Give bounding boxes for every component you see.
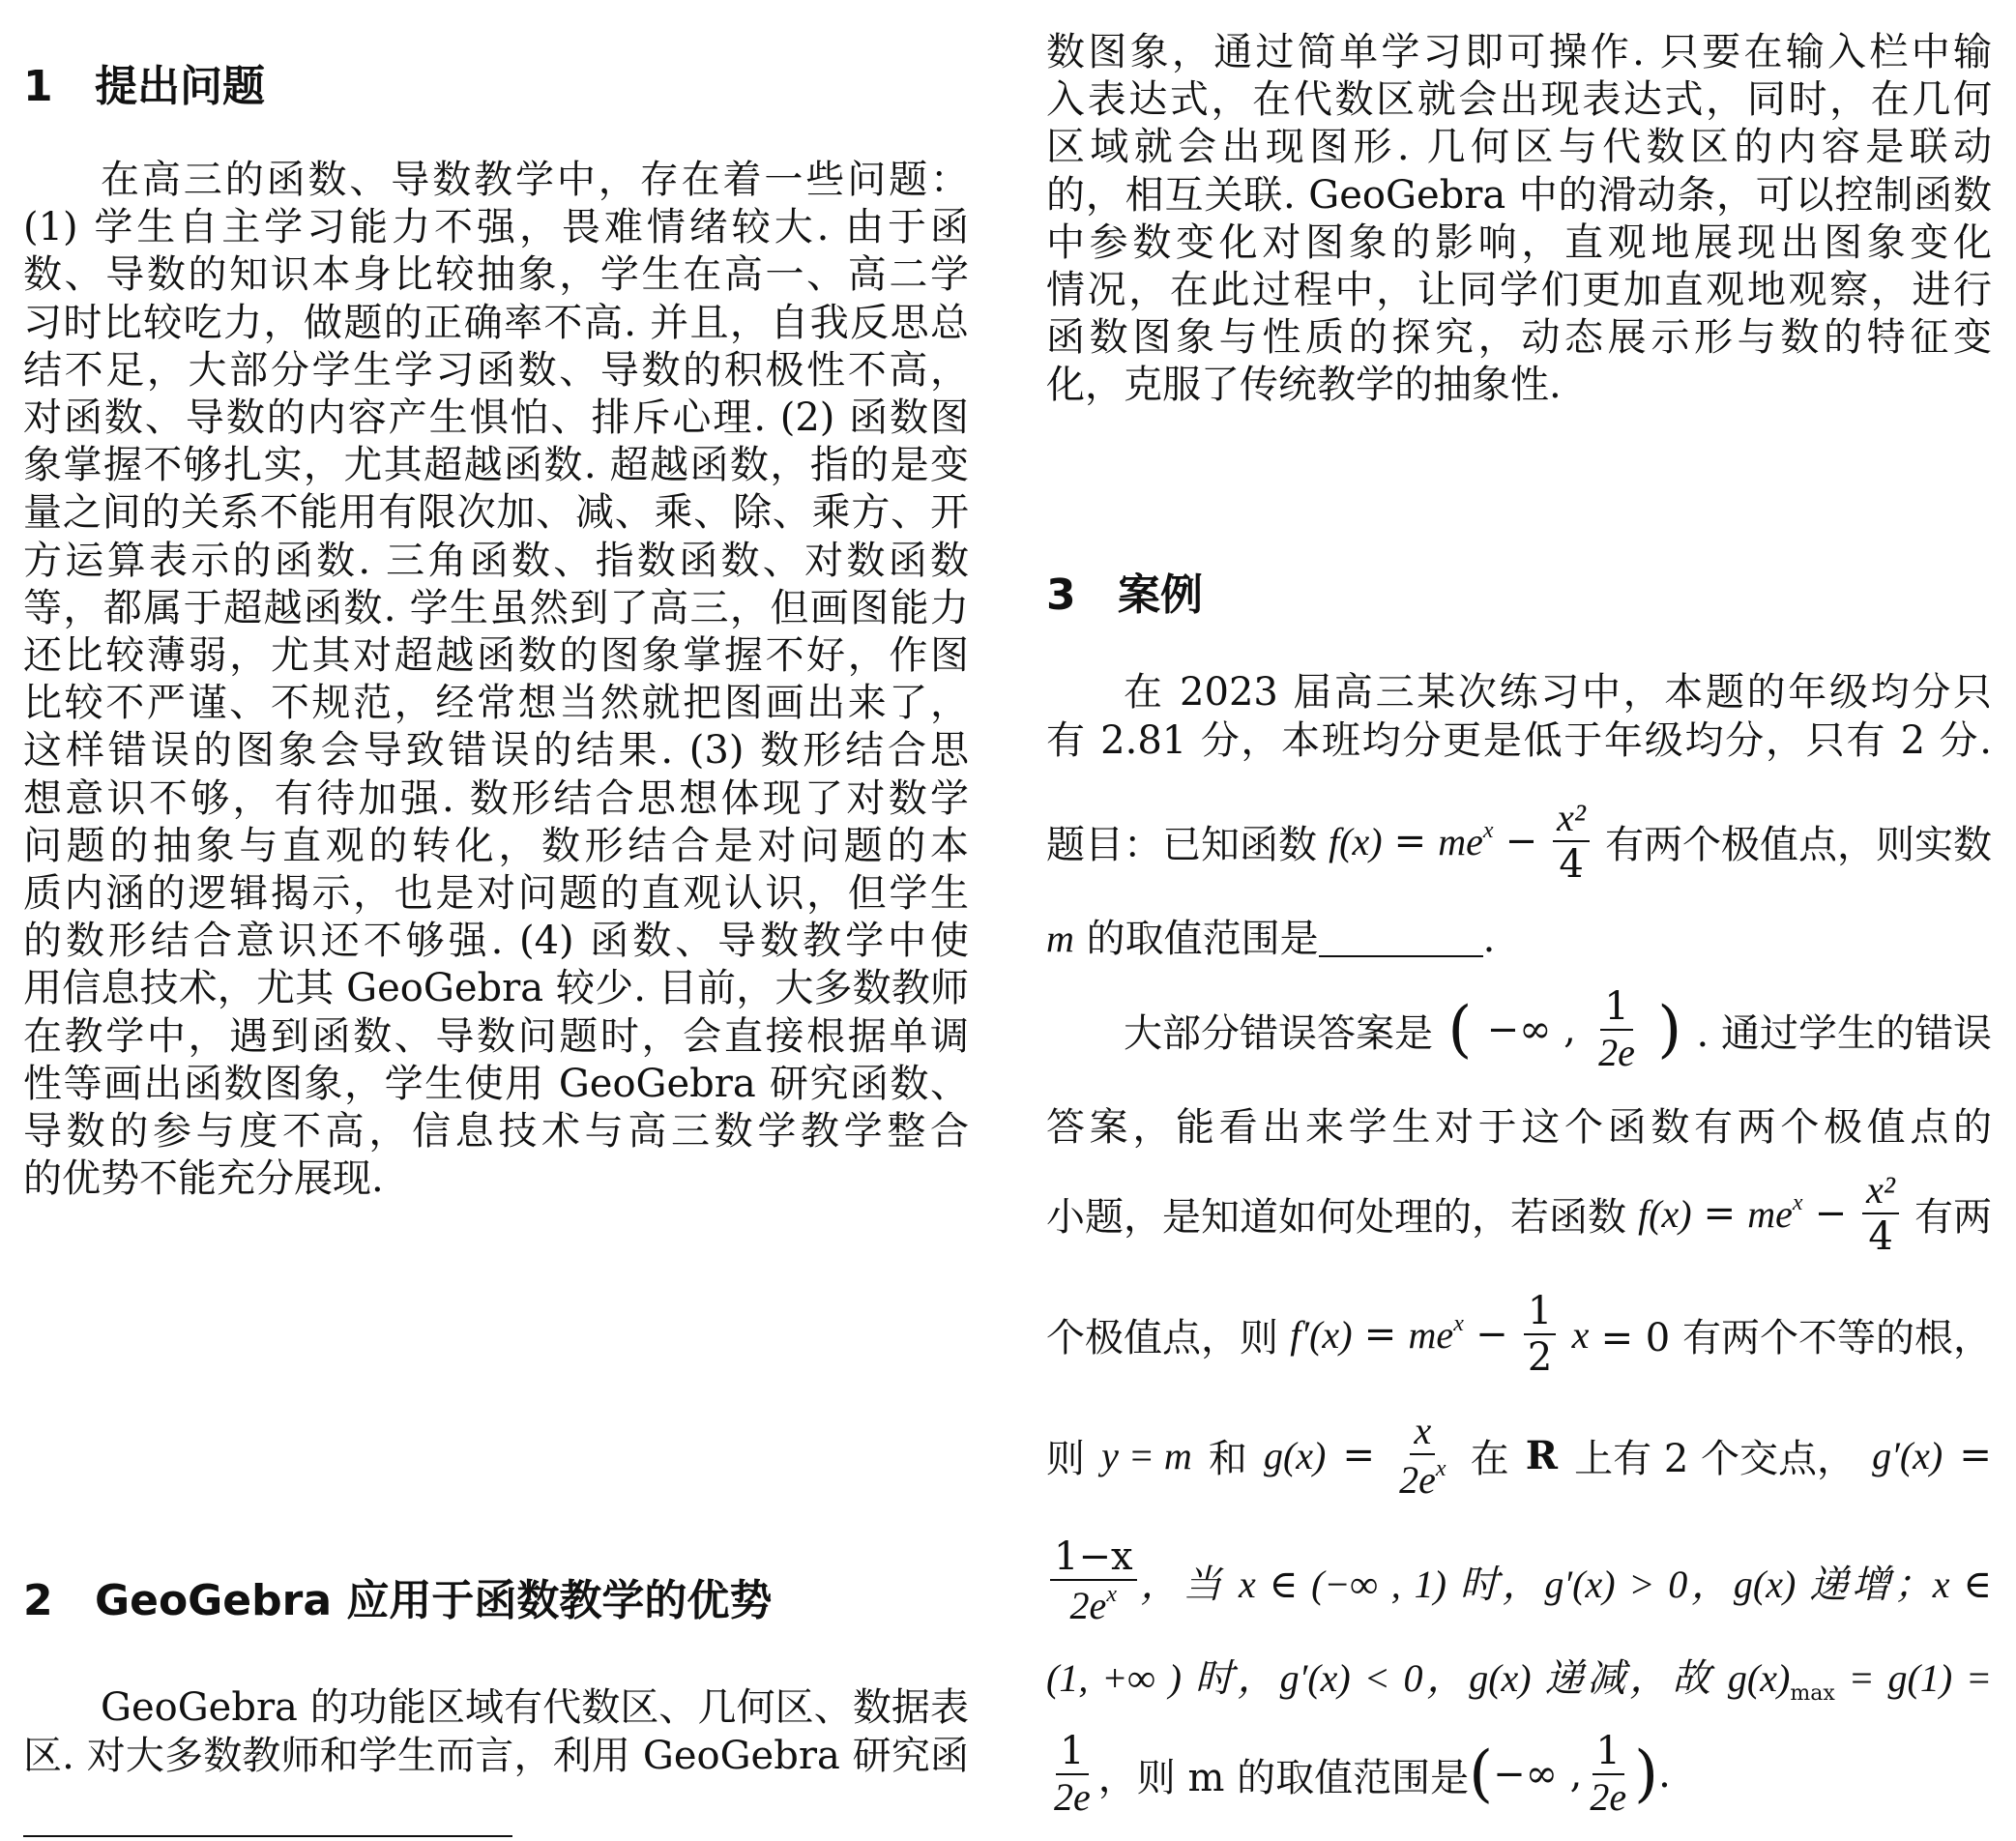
body-line: 对函数、导数的内容产生惧怕、排斥心理. (2) 函数图 — [23, 395, 969, 440]
body-line: 想意识不够，有待加强. 数形结合思想体现了对数学 — [23, 775, 969, 821]
section-title: 提出问题 — [95, 62, 265, 111]
fraction: $\frac{1}{2}$ — [1524, 1291, 1556, 1378]
derivative-line: 个极值点，则 f′(x) = $me^x$ − $\frac{1}{2}$ x = 0 有两个不等的根， — [1046, 1289, 1992, 1380]
body-line: 等，都属于超越函数. 学生虽然到了高三，但画图能力 — [23, 585, 969, 630]
body-line: 中参数变化对图象的影响，直观地展现出图象变化 — [1046, 219, 1992, 265]
body-line: 在 2023 届高三某次练习中，本题的年级均分只 — [1124, 670, 1992, 715]
body-line: 用信息技术，尤其 GeoGebra 较少. 目前，大多数教师 — [23, 966, 969, 1011]
body-line: 的，相互关联. GeoGebra 中的滑动条，可以控制函数 — [1046, 172, 1992, 218]
problem-statement: 题目：已知函数 f(x) = $me^x$ − $\frac{\text{x²}}{4}$ 有两个极值点，则实数 — [1046, 796, 1992, 887]
fx-label: f(x) — [1329, 819, 1383, 863]
fraction: $\frac{x}{2e^x}$ — [1399, 1408, 1446, 1502]
body-line: 还比较薄弱，尤其对超越函数的图象掌握不好，作图 — [23, 633, 969, 678]
fraction: $\frac{\text{x²}}{4}$ — [1862, 1170, 1899, 1257]
section-number: 3 — [1046, 570, 1076, 620]
body-line: 化，克服了传统教学的抽象性. — [1046, 363, 1562, 408]
section-3-heading — [1046, 569, 1203, 623]
body-line: 情况，在此过程中，让同学们更加直观地观察，进行 — [1046, 268, 1992, 312]
answer-blank — [1319, 917, 1483, 957]
function-line: 小题，是知道如何处理的，若函数 f(x) = $me^x$ − $\frac{\text{x²}}{4}$ 有两 — [1046, 1168, 1992, 1259]
body-line: 性等画出函数图象，学生使用 GeoGebra 研究函数、 — [23, 1061, 969, 1106]
section-number: 2 — [23, 1576, 53, 1625]
body-line: 导数的参与度不高，信息技术与高三数学教学整合 — [23, 1109, 969, 1154]
body-line: 有 2.81 分，本班均分更是低于年级均分，只有 2 分. — [1046, 717, 1992, 763]
wrong-answer-line: 大部分错误答案是 ( −∞ , $\frac{1}{2e}$ ) . 通过学生的错误 — [1124, 984, 1992, 1074]
body-line: 问题的抽象与直观的转化，数形结合是对问题的本 — [23, 823, 969, 868]
body-line: 答案，能看出来学生对于这个函数有两个极值点的 — [1046, 1105, 1992, 1150]
decreasing-line: (1, +∞ ) 时，g′(x) < 0，g(x) 递减，故 $g(x)_{max} = g(1)$ = — [1046, 1656, 1992, 1704]
body-line: 的数形结合意识还不够强. (4) 函数、导数教学中使 — [23, 919, 969, 964]
body-line: 入表达式，在代数区就会出现表达式，同时，在几何 — [1046, 77, 1992, 123]
body-line: 函数图象与性质的探究，动态展示形与数的特征变 — [1046, 315, 1992, 361]
gx-line: 则 y = m 和 g(x) = $\frac{x}{2e^x}$ 在 R 上有 2 个交点， g′(x) = — [1046, 1408, 1992, 1502]
section-title: GeoGebra 应用于函数教学的优势 — [95, 1576, 773, 1625]
fraction: $\frac{1}{2e}$ — [1054, 1729, 1091, 1819]
body-line: 结不足，大部分学生学习函数、导数的积极性不高， — [23, 347, 969, 393]
fraction: $\frac{1}{2e}$ — [1590, 1729, 1627, 1819]
body-line: 区. 对大多数教师和学生而言，利用 GeoGebra 研究函 — [23, 1733, 969, 1778]
body-line: 在教学中，遇到函数、导数问题时，会直接根据单调 — [23, 1013, 969, 1059]
final-answer-line: $\frac{1}{2e}$ ，则 m 的取值范围是 ( −∞ , $\frac{1}{2e}$ ) . — [1046, 1716, 1992, 1832]
body-line: 这样错误的图象会导致错误的结果. (3) 数形结合思 — [23, 728, 969, 774]
section-1-heading — [23, 60, 265, 114]
fraction: $\frac{1-x}{2e^x}$ — [1050, 1536, 1137, 1626]
body-line: 比较不严谨、不规范，经常想当然就把图画出来了， — [23, 681, 969, 726]
body-line: 在高三的函数、导数教学中，存在着一些问题： — [101, 158, 969, 202]
body-line: 区域就会出现图形. 几何区与代数区的内容是联动 — [1046, 125, 1992, 170]
fraction: $\frac{1}{2e}$ — [1598, 984, 1635, 1074]
body-line: 的优势不能充分展现. — [23, 1156, 384, 1202]
section-number: 1 — [23, 62, 53, 111]
body-line: 象掌握不够扎实，尤其超越函数. 超越函数，指的是变 — [23, 443, 969, 488]
body-line: 量之间的关系不能用有限次加、减、乘、除、乘方、开 — [23, 490, 969, 536]
gprime-line: $\frac{1-x}{2e^x}$ ，当 x ∈ (−∞ , 1) 时，g′(x) > 0，g(x) 递增；x ∈ — [1046, 1523, 1992, 1639]
body-line: 方运算表示的函数. 三角函数、指数函数、对数函数 — [23, 538, 969, 583]
body-line: (1) 学生自主学习能力不强，畏难情绪较大. 由于函 — [23, 205, 969, 250]
section-title: 案例 — [1118, 570, 1203, 620]
section-2-heading — [23, 1574, 772, 1628]
fraction: $\frac{\text{x²}}{4}$ — [1553, 798, 1590, 885]
problem-line-2: m 的取值范围是 . — [1046, 917, 1496, 961]
body-line: GeoGebra 的功能区域有代数区、几何区、数据表 — [101, 1685, 969, 1730]
body-line: 数图象，通过简单学习即可操作. 只要在输入栏中输 — [1046, 30, 1992, 74]
body-line: 数、导数的知识本身比较抽象，学生在高一、高二学 — [23, 252, 969, 298]
body-line: 质内涵的逻辑揭示，也是对问题的直观认识，但学生 — [23, 871, 969, 916]
footnote-rule — [23, 1835, 512, 1837]
body-line: 习时比较吃力，做题的正确率不高. 并且，自我反思总 — [23, 300, 969, 345]
